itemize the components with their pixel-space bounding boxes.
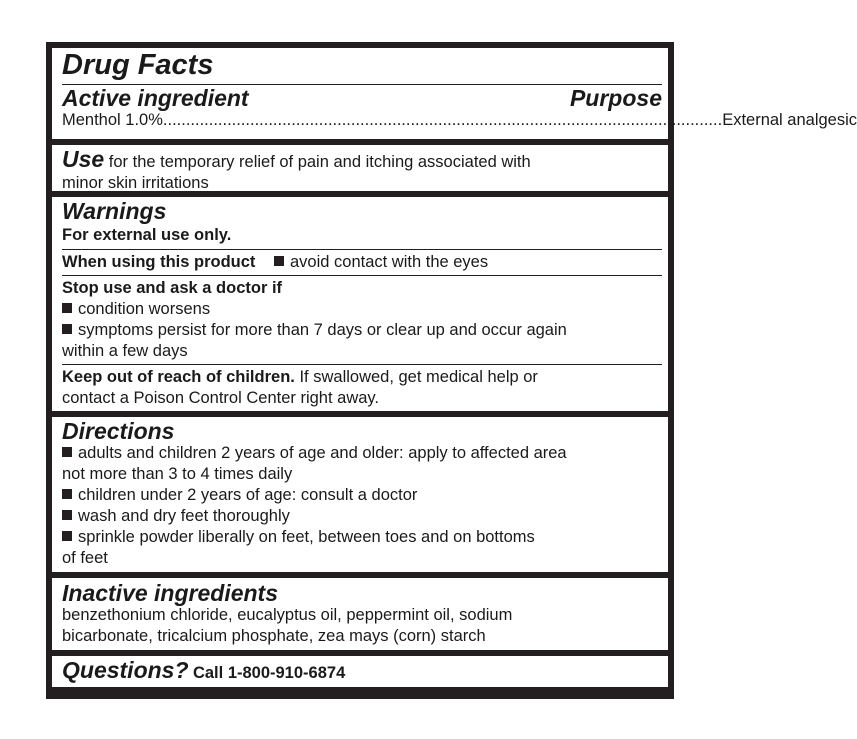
stop-use-item: symptoms persist for more than 7 days or clear up and occur again xyxy=(62,320,662,341)
active-ingredient-panel xyxy=(52,48,857,139)
questions-panel xyxy=(52,656,668,687)
when-using-label: When using this product xyxy=(62,253,256,271)
bullet-square-icon xyxy=(62,447,72,457)
warnings-heading: Warnings xyxy=(62,198,167,224)
inactive-line-1: benzethonium chloride, eucalyptus oil, peppermint oil, sodium xyxy=(62,606,513,624)
divider xyxy=(62,249,662,250)
active-heading-row xyxy=(62,86,662,110)
bullet-square-icon xyxy=(62,531,72,541)
divider xyxy=(62,364,662,365)
inactive-line-2: bicarbonate, tricalcium phosphate, zea mays (corn) starch xyxy=(62,627,486,645)
active-ingredient-heading: Active ingredient xyxy=(62,85,249,111)
directions-item: adults and children 2 years of age and older: apply to affected area xyxy=(62,443,662,464)
use-line-1 xyxy=(62,147,662,173)
stop-use-item: condition worsens xyxy=(62,299,662,320)
use-text-2: minor skin irritations xyxy=(62,174,209,192)
bullet-square-icon xyxy=(274,256,284,266)
divider xyxy=(62,275,662,276)
inactive-heading: Inactive ingredients xyxy=(62,580,279,606)
bullet-square-icon xyxy=(62,510,72,520)
questions-heading: Questions? xyxy=(62,657,189,683)
use-heading: Use xyxy=(62,146,105,172)
drug-facts-title: Drug Facts xyxy=(62,49,214,81)
use-text: for the temporary relief of pain and itching associated with xyxy=(108,153,531,171)
use-panel xyxy=(52,145,668,191)
stop-use-label: Stop use and ask a doctor if xyxy=(62,279,283,297)
questions-phone: Call 1-800-910-6874 xyxy=(192,664,346,682)
ingredient-name: Menthol 1.0% xyxy=(62,111,163,129)
bullet-square-icon xyxy=(62,324,72,334)
directions-item: sprinkle powder liberally on feet, between toes and on bottoms xyxy=(62,527,662,548)
leader-dots: .......................................................................................................................... xyxy=(162,111,723,129)
stop-use-item-cont: within a few days xyxy=(62,342,188,360)
bullet-square-icon xyxy=(62,489,72,499)
keep-out-text-2: contact a Poison Control Center right away. xyxy=(62,389,380,407)
directions-panel xyxy=(52,417,668,572)
directions-item: wash and dry feet thoroughly xyxy=(62,506,662,527)
when-using-item: avoid contact with the eyes xyxy=(290,253,489,271)
directions-item-cont: of feet xyxy=(62,549,108,567)
active-ingredient-row xyxy=(62,110,857,131)
inactive-ingredients-panel xyxy=(52,578,668,650)
ingredient-purpose: External analgesic xyxy=(722,111,857,129)
external-use-text: For external use only. xyxy=(62,226,232,244)
when-using-row xyxy=(62,252,662,273)
bullet-square-icon xyxy=(62,303,72,313)
warnings-panel xyxy=(52,197,668,411)
keep-out-row xyxy=(62,367,662,388)
keep-out-label: Keep out of reach of children. xyxy=(62,368,295,386)
directions-item: children under 2 years of age: consult a doctor xyxy=(62,485,662,506)
keep-out-text: If swallowed, get medical help or xyxy=(299,368,538,386)
drug-facts-label xyxy=(46,42,857,699)
purpose-heading: Purpose xyxy=(569,85,662,111)
directions-item-cont: not more than 3 to 4 times daily xyxy=(62,465,293,483)
directions-heading: Directions xyxy=(62,418,175,444)
